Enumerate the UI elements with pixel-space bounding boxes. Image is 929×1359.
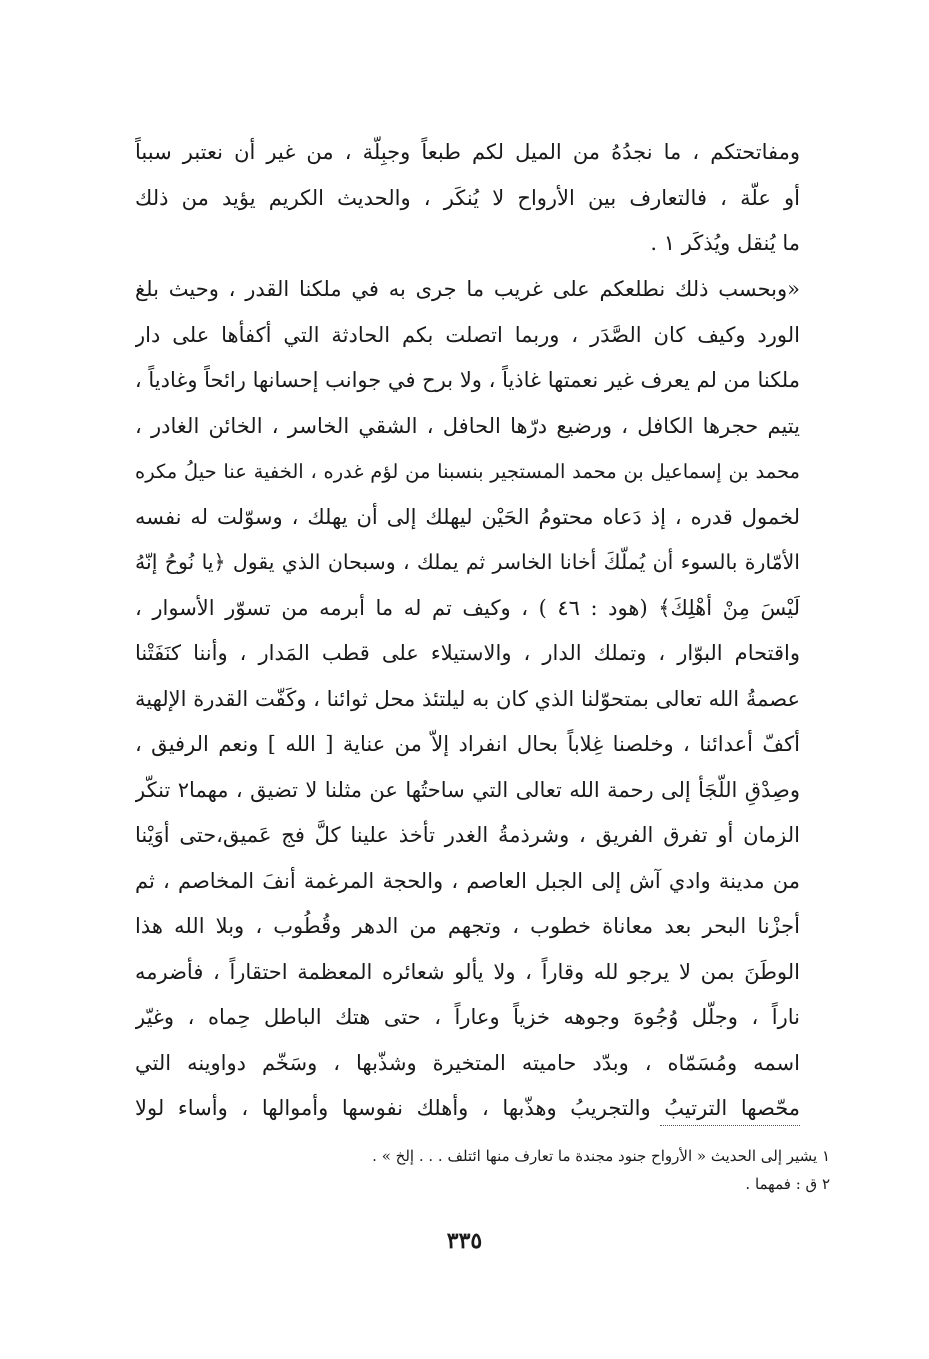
text-line: أو علّة ، فالتعارف بين الأرواح لا يُنكَر ، والحديث الكريم يؤيد من ذلك	[135, 185, 800, 210]
text-line: ما يُنقل ويُذكَر ١ .	[650, 231, 800, 255]
text-line: ملكنا من لم يعرف غير نعمتها غاذياً ، ولا برح في جوانب إحسانها رائحاً وغادياً ،	[135, 368, 800, 392]
text-line: ناراً ، وجلّل وُجُوهَ وجوهه خزياً وعاراً ، حتى هتك الباطل حِماه ، وغيّر	[135, 1005, 800, 1029]
text-line: لخمول قدره ، إذ دَعاه محتومُ الحَيْن ليهلك إلى أن يهلك ، وسوّلت له نفسه	[135, 504, 800, 529]
text-line: عصمةُ الله تعالى بمتحوّلنا الذي كان به ليلتئذ محل ثوائنا ، وكَفّت القدرة الإلهية	[135, 686, 800, 711]
text-line: محمد بن إسماعيل بن محمد المستجير بنسبنا من لؤم غدره ، الخفية عنا حيلُ مكره	[135, 460, 800, 483]
text-line: اسمه ومُسَمّاه ، وبدّد حاميته المتخيرة وشذّبها ، وسَخّم دواوينه التي	[135, 1050, 800, 1075]
footnote-2: ٢ ق : فمهما .	[745, 1175, 830, 1193]
text-line: لَيْسَ مِنْ أهْلِكَ﴾ (هود : ٤٦ ) ، وكيف تم له ما أبرمه من تسوّر الأسوار ،	[135, 595, 800, 620]
text-line: أجزْنا البحر بعد معاناة خطوب ، وتجهم من الدهر وقُطُوب ، وبلا الله هذا	[135, 914, 800, 938]
page-number: ٣٣٥	[446, 1228, 483, 1254]
text-line: يتيم حجرها الكافل ، ورضيع درّها الحافل ، الشقي الخاسر ، الخائن الغادر ،	[135, 413, 800, 438]
footnote-separator	[660, 1125, 800, 1126]
text-line: ومفاتحتكم ، ما نجدُهُ من الميل لكم طبعاً وجبِلّة ، من غير أن نعتبر سبباً	[135, 140, 800, 164]
footnote-1: ١ يشير إلى الحديث « الأرواح جنود مجندة ما تعارف منها ائتلف . . . إلخ » .	[372, 1147, 830, 1165]
paragraph-1	[135, 130, 800, 267]
text-line: محّصها الترتيبُ والتجريبُ وهذّبها ، وأهلك نفوسها وأموالها ، وأساء لولا	[135, 1096, 800, 1120]
paragraph-2	[135, 267, 800, 1132]
text-line: وصِدْقِ اللّجَأ إلى رحمة الله تعالى التي ساحتُها عن مثلنا لا تضيق ، مهما٢ تنكّر	[135, 777, 800, 802]
text-line: واقتحام البوّار ، وتملك الدار ، والاستيلاء على قطب المَدار ، وأننا كنَفَتْنا	[135, 641, 800, 665]
text-line: الوطَنَ بمن لا يرجو لله وقاراً ، ولا يألو شعائره المعظمة احتقاراً ، فأضرمه	[135, 959, 800, 984]
footnotes	[135, 1142, 830, 1198]
text-line: الورد وكيف كان الصَّدَر ، وربما اتصلت بكم الحادثة التي أكفأها على دار	[135, 322, 800, 347]
text-line: الأمّارة بالسوء أن يُملّكَ أخانا الخاسر ثم يملك ، وسبحان الذي يقول ﴿يا نُوحُ إنّهُ	[135, 550, 800, 574]
text-line: أكفّ أعدائنا ، وخلصنا غِلاباً بحال انفراد إلاّ من عناية [ الله ] ونعم الرفيق ،	[135, 732, 800, 756]
text-line: الزمان أو تفرق الفريق ، وشرذمةُ الغدر تأخذ علينا كلَّ فج عَميق،حتى أوَيْنا	[135, 823, 800, 847]
text-line: من مدينة وادي آش إلى الجبل العاصم ، والحجة المرغمة أنفَ المخاصم ، ثم	[135, 868, 800, 893]
text-line: «وبحسب ذلك نطلعكم على غريب ما جرى به في ملكنا القدر ، وحيث بلغ	[135, 277, 800, 301]
